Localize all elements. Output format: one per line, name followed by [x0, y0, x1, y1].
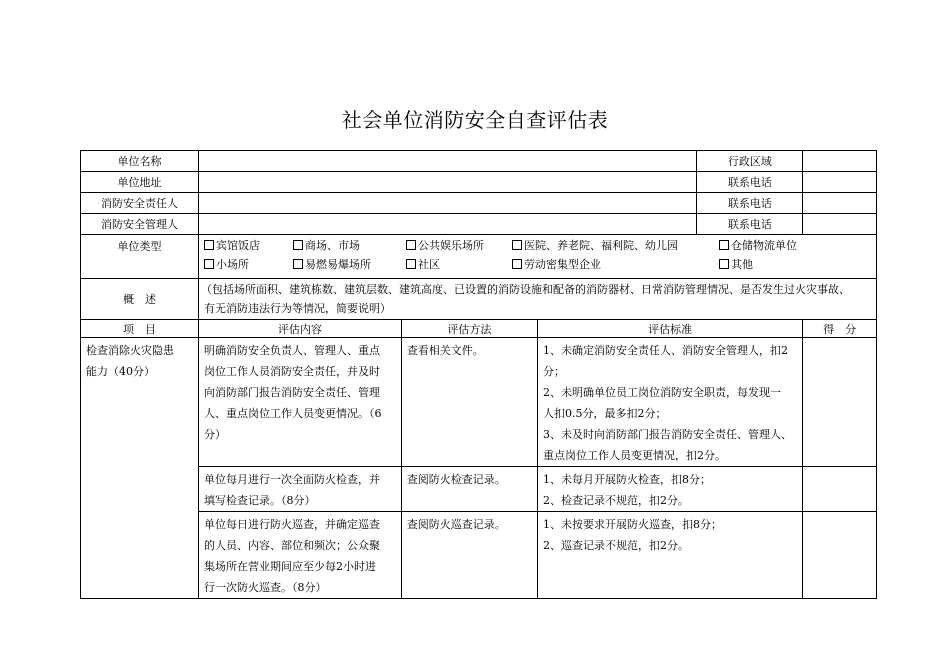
col-content-header: 评估内容: [199, 320, 402, 338]
unit-type-option[interactable]: 其他: [719, 255, 753, 274]
unit-type-label: 单位类型: [81, 235, 199, 279]
responsible-field[interactable]: [199, 193, 697, 214]
unit-name-row: [81, 151, 877, 172]
unit-type-option[interactable]: 宾馆饭店: [204, 236, 293, 255]
phone-label-1: 联系电话: [697, 172, 803, 193]
criteria-content: 单位每日进行防火巡查，并确定巡查 的人员、内容、部位和频次；公众聚 集场所在营业期间应至少每2小时进 行一次防火巡查。（8分）: [199, 512, 402, 599]
score-field[interactable]: [803, 338, 877, 467]
criteria-row: [81, 338, 877, 467]
score-field[interactable]: [803, 512, 877, 599]
col-score-header: 得 分: [803, 320, 877, 338]
responsible-row: [81, 193, 877, 214]
unit-type-option[interactable]: 商场、市场: [293, 236, 406, 255]
region-label: 行政区域: [697, 151, 803, 172]
unit-type-option[interactable]: 仓储物流单位: [719, 236, 797, 255]
col-item-header: 项 目: [81, 320, 199, 338]
criteria-row: [81, 512, 877, 599]
phone-label-3: 联系电话: [697, 214, 803, 235]
unit-type-options-row-1: [204, 236, 871, 255]
phone-field-2[interactable]: [803, 193, 877, 214]
address-row: [81, 172, 877, 193]
criteria-standard: 1、未确定消防安全责任人、消防安全管理人，扣2 分； 2、未明确单位员工岗位消防安全职责，每发现一 人扣0.5分，最多扣2分； 3、未及时向消防部门报告消防安全责任、管理人、 重点岗位工作人员变更情况，扣2分。: [538, 338, 803, 467]
criteria-method: 查看相关文件。: [401, 338, 537, 467]
unit-type-option[interactable]: 易燃易爆场所: [293, 255, 406, 274]
checkbox[interactable]: [406, 259, 416, 269]
checkbox[interactable]: [512, 240, 522, 250]
region-field[interactable]: [803, 151, 877, 172]
manager-label: 消防安全管理人: [81, 214, 199, 235]
unit-name-field[interactable]: [199, 151, 697, 172]
unit-type-option[interactable]: 小场所: [204, 255, 293, 274]
overview-line: 有无消防违法行为等情况，简要说明）: [204, 302, 392, 315]
unit-type-option[interactable]: 社区: [406, 255, 512, 274]
unit-type-option[interactable]: 公共娱乐场所: [406, 236, 512, 255]
overview-line: （包括场所面积、建筑栋数、建筑层数、建筑高度、已设置的消防设施和配备的消防器材、日常消防管理情况、是否发生过火灾事故、: [201, 283, 851, 296]
score-field[interactable]: [803, 467, 877, 512]
criteria-content: 单位每月进行一次全面防火检查，并 填写检查记录。（8分）: [199, 467, 402, 512]
criteria-standard: 1、未每月开展防火检查，扣8分； 2、检查记录不规范，扣2分。: [538, 467, 803, 512]
phone-label-2: 联系电话: [697, 193, 803, 214]
manager-field[interactable]: [199, 214, 697, 235]
manager-row: [81, 214, 877, 235]
col-standard-header: 评估标准: [538, 320, 803, 338]
checkbox[interactable]: [406, 240, 416, 250]
page-title: 社会单位消防安全自查评估表: [341, 108, 609, 132]
unit-type-option[interactable]: 医院、养老院、福利院、幼儿园: [512, 236, 719, 255]
criteria-standard: 1、未按要求开展防火巡查，扣8分； 2、巡查记录不规范，扣2分。: [538, 512, 803, 599]
column-header-row: [81, 320, 877, 338]
overview-row: [81, 279, 877, 320]
overview-label: 概 述: [81, 279, 199, 320]
criteria-row: [81, 467, 877, 512]
address-label: 单位地址: [81, 172, 199, 193]
checkbox[interactable]: [204, 259, 214, 269]
phone-field-1[interactable]: [803, 172, 877, 193]
criteria-content: 明确消防安全负责人、管理人、重点 岗位工作人员消防安全责任，并及时 向消防部门报告消防安全责任、管理 人、重点岗位工作人员变更情况。（6 分）: [199, 338, 402, 467]
checkbox[interactable]: [293, 259, 303, 269]
col-method-header: 评估方法: [401, 320, 537, 338]
assessment-table: [80, 150, 877, 599]
section-name: 检查消除火灾隐患 能力（40分）: [81, 338, 199, 599]
criteria-method: 查阅防火检查记录。: [401, 467, 537, 512]
unit-name-label: 单位名称: [81, 151, 199, 172]
address-field[interactable]: [199, 172, 697, 193]
unit-type-row: [81, 235, 877, 279]
checkbox[interactable]: [512, 259, 522, 269]
checkbox[interactable]: [204, 240, 214, 250]
phone-field-3[interactable]: [803, 214, 877, 235]
unit-type-options-row-2: [204, 255, 871, 274]
overview-text[interactable]: [199, 279, 877, 320]
unit-type-options: [199, 235, 877, 279]
checkbox[interactable]: [719, 240, 729, 250]
unit-type-option[interactable]: 劳动密集型企业: [512, 255, 719, 274]
responsible-label: 消防安全责任人: [81, 193, 199, 214]
checkbox[interactable]: [293, 240, 303, 250]
checkbox[interactable]: [719, 259, 729, 269]
criteria-method: 查阅防火巡查记录。: [401, 512, 537, 599]
